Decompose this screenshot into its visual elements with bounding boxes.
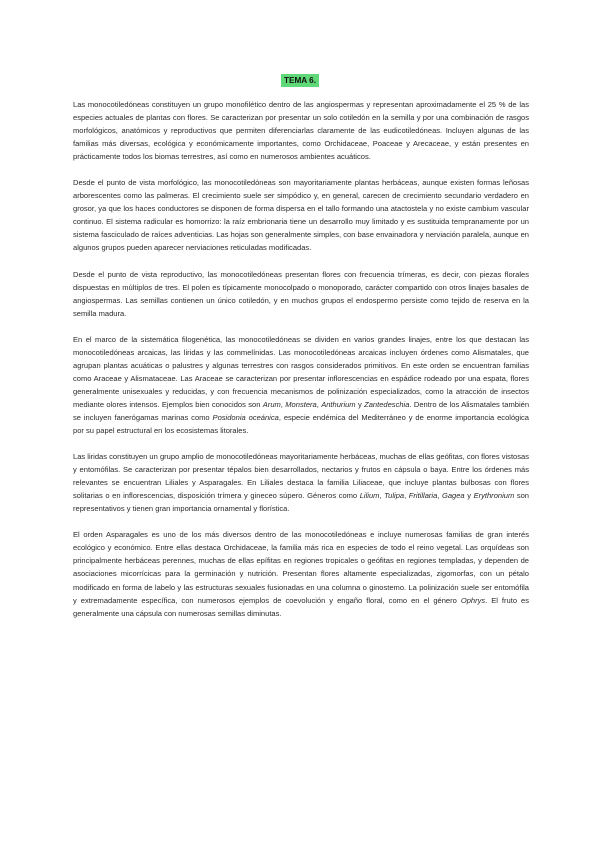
italic-term: Arum: [262, 399, 281, 409]
italic-term: Erythronium: [473, 491, 515, 501]
text-run: y: [464, 491, 474, 501]
text-run: El orden Asparagales es uno de los más diversos dentro de las monocotiledóneas e incluye numerosas familias de gran interés ecológico y económico. Entre ellas destaca Orchidaceae, la familia más rica en especies de todo el reino vegetal. Las orquídeas son principalmente herbáceas perennes, muchas de ellas epífitas en regiones tropicales o geófitas en regiones templadas, y dependen de asociaciones micorrícicas para la germinación y nutrición. Presentan flores altamente especializadas, zigomorfas, con un pétalo modificado en forma de labelo y las estructuras sexuales fusionadas en una columna o ginostemo. La polinización suele ser entomófila y extremadamente específica, con numerosos ejemplos de coevolución y engaño floral, como en el género: [73, 530, 529, 605]
paragraph: [73, 98, 529, 163]
italic-term: Ophrys: [460, 595, 486, 605]
title-row: [0, 70, 600, 88]
text-run: ,: [404, 491, 409, 501]
italic-term: Zantedeschia: [364, 399, 410, 409]
italic-term: Anthurium: [321, 399, 356, 409]
paragraph: [73, 176, 529, 254]
paragraph: [73, 333, 529, 437]
italic-term: Monstera: [285, 399, 317, 409]
italic-term: Tulipa: [384, 491, 405, 501]
paragraph: [73, 528, 529, 619]
text-run: Las monocotiledóneas constituyen un grupo monofilético dentro de las angiospermas y representan aproximadamente el 25 % de las especies actuales de plantas con flores. Se caracterizan por presentar un solo cotiledón en la semilla y por una combinación de rasgos morfológicos, anatómicos y reproductivos que permiten diferenciarlas claramente de las eudicotiledóneas. Incluyen algunas de las familias más diversas, ecológica y económicamente importantes, como Orchidaceae, Poaceae y Arecaceae, y están presentes en prácticamente todos los biomas terrestres, así como en numerosos ambientes acuáticos.: [73, 100, 529, 162]
document-body: [73, 98, 529, 633]
text-run: y: [355, 399, 365, 409]
document-title: TEMA 6.: [281, 74, 319, 87]
text-run: son representativos y tienen gran importancia ornamental y florística.: [73, 491, 529, 514]
italic-term: Posidonia oceánica: [212, 412, 279, 422]
text-run: ,: [379, 491, 385, 501]
text-run: . Dentro de los Alismatales también se incluyen fanerógamas marinas como: [73, 399, 530, 422]
text-run: ,: [280, 399, 286, 409]
text-run: Desde el punto de vista morfológico, las monocotiledóneas son mayoritariamente plantas herbáceas, aunque existen formas leñosas arborescentes como las palmeras. El crecimiento suele ser simpódico y, en general, carecen de crecimiento secundario verdadero en grosor, ya que los haces conductores se disponen de forma dispersa en el tallo formando una atactostela y no existe cambium vascular continuo. El sistema radicular es homorrizo: la raíz embrionaria tiene un desarrollo muy limitado y es sustituida tempranamente por un sistema fasciculado de raíces adventicias. Las hojas son generalmente simples, con base envainadora y nerviación paralela, aunque en algunos grupos pueden aparecer nerviaciones reticuladas modificadas.: [73, 178, 529, 253]
italic-term: Gagea: [441, 491, 465, 501]
text-run: En el marco de la sistemática filogenética, las monocotiledóneas se dividen en varios grandes linajes, entre los que destacan las monocotiledóneas arcaicas, las liridas y las commelínidas. Las monocotiledóneas arcaicas incluyen órdenes como Alismatales, que agrupan plantas acuáticas o palustres y algunas terrestres con rasgos considerados primitivos. En este orden se encuentran familias como Araceae y Alismataceae. Las Araceae se caracterizan por presentar inflorescencias en espádice rodeado por una espata, flores generalmente unisexuales y reducidas, y con frecuencia mecanismos de polinización especializados, como la atracción de insectos mediante olores intensos. Ejemplos bien conocidos son: [73, 334, 529, 409]
italic-term: Fritillaria: [408, 491, 438, 501]
paragraph: [73, 268, 529, 320]
text-run: ,: [437, 491, 442, 501]
text-run: . El fruto es generalmente una cápsula con numerosas semillas diminutas.: [73, 595, 529, 618]
italic-term: Lilium: [359, 491, 380, 501]
text-run: Las liridas constituyen un grupo amplio de monocotiledóneas mayoritariamente herbáceas, muchas de ellas geófitas, con flores vistosas y entomófilas. Se caracterizan por presentar tépalos bien desarrollados, nectarios y frutos en cápsula o baya. Entre los órdenes más relevantes se encuentran Liliales y Asparagales. En Liliales destaca la familia Liliaceae, que incluye plantas bulbosas con flores solitarias o en inflorescencias, disposición trímera y gineceo súpero. Géneros como: [73, 452, 529, 501]
text-run: Desde el punto de vista reproductivo, las monocotiledóneas presentan flores con frecuencia trímeras, es decir, con piezas florales dispuestas en múltiplos de tres. El polen es típicamente monocolpado o monoporado, carácter compartido con otros linajes basales de angiospermas. Las semillas contienen un único cotiledón, y en muchos grupos el endospermo persiste como tejido de reserva en la semilla madura.: [73, 269, 529, 318]
paragraph: [73, 450, 529, 515]
text-run: ,: [316, 399, 322, 409]
text-run: , especie endémica del Mediterráneo y de enorme importancia ecológica por su papel estructural en los ecosistemas litorales.: [73, 412, 529, 436]
